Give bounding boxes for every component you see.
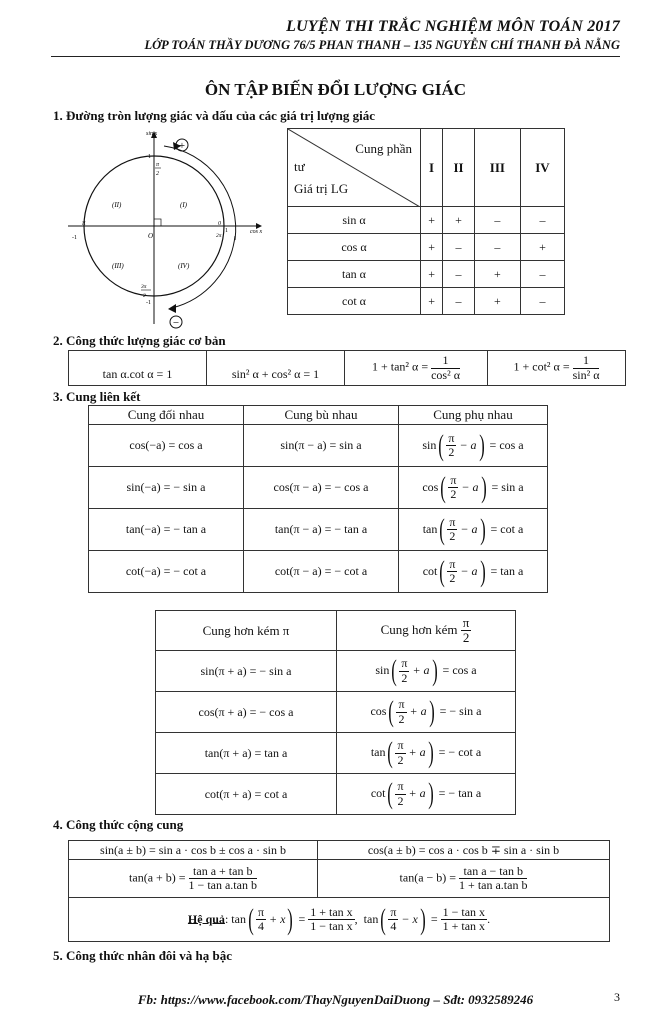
opposite-cell: tan(−a) = − tan a — [89, 509, 244, 551]
result: = sin a — [491, 479, 524, 494]
sin-addition: sin(a ± b) = sin a · cos b ± cos a · sin b — [69, 841, 318, 860]
left-paren: ( — [248, 902, 254, 936]
linked-arcs-table — [88, 405, 548, 593]
tan-minus-lhs: tan(a − b) = — [399, 870, 457, 885]
fraction — [395, 780, 405, 807]
sign-cell: – — [474, 234, 520, 261]
fn-name: sin — [422, 437, 437, 452]
supplementary-cell: cot(π − a) = − cot a — [244, 551, 399, 593]
shift-pi-half-cell — [337, 692, 516, 733]
header-shift-pi-half-text: Cung hơn kém — [380, 621, 458, 637]
fraction — [308, 906, 354, 933]
sign-cell: – — [443, 288, 475, 315]
formula-tan-squared-lhs: 1 + tan² α = — [372, 359, 429, 374]
page-number: 3 — [614, 990, 620, 1004]
three-pi-half-num: 3π — [141, 284, 147, 290]
fraction-den: 2 — [449, 571, 456, 585]
fraction — [461, 616, 472, 646]
fn-name: cos — [422, 479, 439, 494]
shift-arcs-table — [155, 610, 516, 815]
opposite-cell: cos(−a) = cos a — [89, 425, 244, 467]
opposite-cell: cot(−a) = − cot a — [89, 551, 244, 593]
sign-cell: + — [421, 261, 443, 288]
fraction-num: tan a − tan b — [459, 865, 527, 879]
col-header-iii: III — [474, 129, 520, 207]
fraction-den: 2 — [401, 670, 408, 685]
col-header-i: I — [421, 129, 443, 207]
fraction-den: 1 + tan a.tan b — [459, 878, 528, 892]
fn-name: cos — [370, 703, 387, 718]
left-paren: ( — [439, 512, 446, 546]
complementary-cell — [399, 425, 548, 467]
tan-minus — [318, 860, 610, 898]
cos-one-label: 1 — [225, 228, 228, 234]
fraction-den: 2 — [448, 445, 455, 459]
fraction — [189, 865, 257, 892]
result: = cos a — [442, 662, 477, 677]
sign-cell: + — [421, 207, 443, 234]
basic-formulas-table — [68, 350, 626, 386]
result: = cos a — [489, 437, 524, 452]
pi-half-den: 2 — [156, 171, 159, 177]
shift-pi-cell: tan(π + a) = tan a — [156, 733, 337, 774]
sign-cell: + — [421, 288, 443, 315]
fraction — [395, 739, 405, 766]
corner-top-label: Cung phần — [355, 141, 412, 156]
shift-pi-half-cell — [337, 733, 516, 774]
origin-label: O — [148, 232, 154, 240]
complementary-cell — [399, 467, 548, 509]
shift-pi-half-cell — [337, 651, 516, 692]
tan-plus-lhs: tan(a + b) = — [129, 870, 186, 885]
fn-name: tan — [422, 521, 438, 536]
right-paren: ) — [431, 654, 438, 687]
quadrant-2-label: (II) — [112, 201, 122, 209]
sin-minus-one-label: -1 — [146, 300, 151, 306]
formula-tan-squared — [345, 351, 488, 386]
fraction-num: π — [397, 779, 404, 794]
sign-cell: – — [443, 261, 475, 288]
fraction-den: 4 — [257, 919, 264, 933]
two-pi-label: 2π — [216, 233, 222, 239]
quadrant-3-label: (III) — [112, 262, 124, 270]
fraction — [396, 698, 406, 725]
result: = cot a — [490, 521, 524, 536]
fraction-num: π — [401, 656, 408, 671]
section-2-heading: 2. Công thức lượng giác cơ bản — [53, 333, 226, 348]
shift-pi-cell: cos(π + a) = − cos a — [156, 692, 337, 733]
shift-pi-cell: sin(π + a) = − sin a — [156, 651, 337, 692]
sign-table — [287, 128, 565, 315]
right-paren: ) — [428, 695, 435, 728]
fraction-num: tan a + tan b — [189, 865, 257, 879]
complementary-cell — [399, 509, 548, 551]
corollary-label: Hệ quả — [187, 911, 225, 926]
inner-term: + x — [269, 911, 286, 926]
col-header-ii: II — [443, 129, 475, 207]
left-paren: ( — [387, 736, 394, 769]
formula-pythagorean: sin² α + cos² α = 1 — [207, 351, 345, 386]
left-paren: ( — [387, 777, 394, 810]
sign-cell: – — [520, 207, 564, 234]
right-paren: ) — [420, 902, 426, 936]
fraction-den: 1 − tan a.tan b — [188, 878, 257, 892]
cos-minus-one-label: -1 — [72, 235, 77, 241]
inner-term: − a — [459, 437, 477, 452]
unit-circle-diagram — [60, 128, 270, 333]
right-paren: ) — [287, 902, 294, 936]
supplementary-cell: cos(π − a) = − cos a — [244, 467, 399, 509]
fraction-den: 2 — [398, 711, 405, 726]
fraction — [446, 432, 456, 459]
pi-label: π — [82, 219, 86, 227]
corollary: Hệ quả: tan( $\frac{\pi}{4}$ + x) = $\frac{\text{1 + tan x}}{\text{1 − tan x}}$ , tan( $\frac{\pi}{4}$ − x) = $\frac{\text{1 − tan x}}{\text{1 + tan x}}$ . — [69, 898, 610, 942]
fraction — [441, 906, 487, 933]
cos-addition: cos(a ± b) = cos a · cos b ∓ sin a · sin b — [318, 841, 610, 860]
sign-cell: – — [520, 288, 564, 315]
minus-sign: − — [172, 317, 180, 329]
sign-cell: + — [474, 288, 520, 315]
fraction-num: π — [449, 556, 456, 571]
inner-term: − x — [401, 911, 418, 926]
pi-half-num: π — [156, 162, 160, 168]
footer-contact: Fb: https://www.facebook.com/ThayNguyenDaiDuong – Sđt: 0932589246 — [137, 992, 534, 1007]
sign-cell: – — [474, 207, 520, 234]
fraction — [447, 558, 457, 585]
inner-term: + a — [409, 703, 427, 718]
fraction-den: 1 + tan x — [442, 919, 486, 933]
quadrant-4-label: (IV) — [178, 262, 190, 270]
fraction-num: 1 + tan x — [310, 904, 353, 919]
sin-axis-label: sin x — [146, 131, 158, 137]
inner-term: − a — [460, 563, 478, 578]
corner-bottom-label: Giá trị LG — [294, 181, 349, 196]
fraction-den: 1 − tan x — [310, 919, 353, 933]
right-paren: ) — [479, 554, 486, 588]
fraction-den: 2 — [449, 529, 456, 543]
result: = − tan a — [438, 785, 482, 800]
fraction-den: 2 — [397, 793, 404, 808]
fn-name: tan — [370, 744, 386, 759]
sign-cell: + — [421, 234, 443, 261]
row-label-cot: cot α — [288, 288, 421, 315]
corner-mid-label: tư — [294, 159, 305, 174]
fraction — [573, 354, 600, 381]
col-header-iv: IV — [520, 129, 564, 207]
sign-table-corner — [288, 129, 421, 207]
formula-cot-squared — [488, 351, 626, 386]
header-opposite: Cung đối nhau — [89, 406, 244, 425]
sin-one-label: 1 — [148, 154, 151, 160]
fraction-num: 1 − tan x — [442, 904, 486, 919]
fraction-num: π — [397, 738, 404, 753]
right-paren: ) — [478, 428, 485, 462]
sign-cell: – — [520, 261, 564, 288]
formula-tan-cot: tan α.cot α = 1 — [69, 351, 207, 386]
fraction — [388, 906, 398, 933]
row-label-sin: sin α — [288, 207, 421, 234]
section-1-heading: 1. Đường tròn lượng giác và dấu của các giá trị lượng giác — [53, 108, 375, 123]
fn-name: sin — [375, 662, 390, 677]
zero-label: 0 — [218, 221, 221, 227]
section-3-heading: 3. Cung liên kết — [53, 389, 141, 404]
fraction-den: cos² α — [431, 367, 460, 382]
header-divider — [51, 56, 620, 57]
sign-cell: + — [474, 261, 520, 288]
page-title: ÔN TẬP BIẾN ĐỔI LƯỢNG GIÁC — [204, 80, 467, 99]
fraction-num: π — [398, 697, 405, 712]
header-shift-pi: Cung hơn kém π — [156, 611, 337, 651]
left-paren: ( — [391, 654, 398, 687]
fraction-den: 2 — [397, 752, 404, 767]
fraction-num: π — [462, 614, 470, 630]
result: = − sin a — [439, 703, 482, 718]
fraction — [256, 906, 266, 933]
fraction — [448, 474, 458, 501]
header-subtitle: LỚP TOÁN THẦY DƯƠNG 76/5 PHAN THANH – 135 NGUYỄN CHÍ THANH ĐÀ NẴNG — [144, 38, 620, 52]
left-paren: ( — [388, 695, 395, 728]
tan-plus — [69, 860, 318, 898]
sign-cell: + — [520, 234, 564, 261]
three-pi-half-den: 2 — [143, 293, 146, 299]
fraction-num: π — [450, 472, 457, 487]
result: = − cot a — [438, 744, 482, 759]
fraction-num: π — [448, 430, 455, 445]
header-title: LUYỆN THI TRẮC NGHIỆM MÔN TOÁN 2017 — [286, 18, 620, 35]
fn-name: cot — [370, 785, 386, 800]
negative-arrow-icon — [168, 304, 176, 313]
complementary-cell — [399, 551, 548, 593]
supplementary-cell: sin(π − a) = sin a — [244, 425, 399, 467]
sign-cell: + — [443, 207, 475, 234]
fraction-den: 2 — [450, 487, 457, 501]
right-angle-mark — [154, 219, 161, 226]
fraction — [447, 516, 457, 543]
right-paren: ) — [427, 736, 434, 769]
fraction-den: sin² α — [572, 367, 600, 382]
right-paren: ) — [480, 470, 487, 504]
fraction-num: π — [390, 904, 397, 919]
formula-cot-squared-lhs: 1 + cot² α = — [513, 359, 570, 374]
inner-term: + a — [408, 785, 426, 800]
inner-term: − a — [460, 521, 478, 536]
quadrant-1-label: (I) — [180, 201, 187, 209]
header-shift-pi-half — [337, 611, 516, 651]
inner-term: + a — [408, 744, 426, 759]
fn-name: tan — [363, 911, 379, 926]
fraction-den: 2 — [462, 630, 470, 645]
header-supplementary: Cung bù nhau — [244, 406, 399, 425]
fraction — [431, 354, 460, 381]
left-paren: ( — [380, 902, 387, 936]
left-paren: ( — [438, 428, 445, 462]
fraction-num: π — [449, 514, 456, 529]
left-paren: ( — [439, 554, 446, 588]
fraction-num: 1 — [431, 354, 460, 368]
right-paren: ) — [479, 512, 486, 546]
right-paren: ) — [427, 777, 434, 810]
cos-axis-label: cos x — [250, 229, 263, 235]
fraction — [459, 865, 527, 892]
negative-direction-arc — [172, 236, 235, 308]
header-complementary: Cung phụ nhau — [399, 406, 548, 425]
shift-pi-half-cell — [337, 774, 516, 815]
fn-name: tan — [231, 911, 246, 926]
shift-pi-cell: cot(π + a) = cot a — [156, 774, 337, 815]
fraction-den: 4 — [390, 919, 397, 933]
fraction-num: 1 — [573, 354, 600, 368]
section-4-heading: 4. Công thức cộng cung — [53, 817, 184, 832]
left-paren: ( — [440, 470, 447, 504]
inner-term: + a — [412, 662, 430, 677]
fraction — [399, 657, 409, 684]
result: = tan a — [490, 563, 524, 578]
supplementary-cell: tan(π − a) = − tan a — [244, 509, 399, 551]
fn-name: cot — [422, 563, 438, 578]
section-5-heading: 5. Công thức nhân đôi và hạ bậc — [53, 948, 233, 963]
plus-sign: + — [178, 140, 186, 152]
opposite-cell: sin(−a) = − sin a — [89, 467, 244, 509]
sign-cell: – — [443, 234, 475, 261]
row-label-cos: cos α — [288, 234, 421, 261]
inner-term: − a — [461, 479, 479, 494]
addition-formulas-table — [68, 840, 610, 942]
row-label-tan: tan α — [288, 261, 421, 288]
fraction-num: π — [257, 904, 265, 919]
